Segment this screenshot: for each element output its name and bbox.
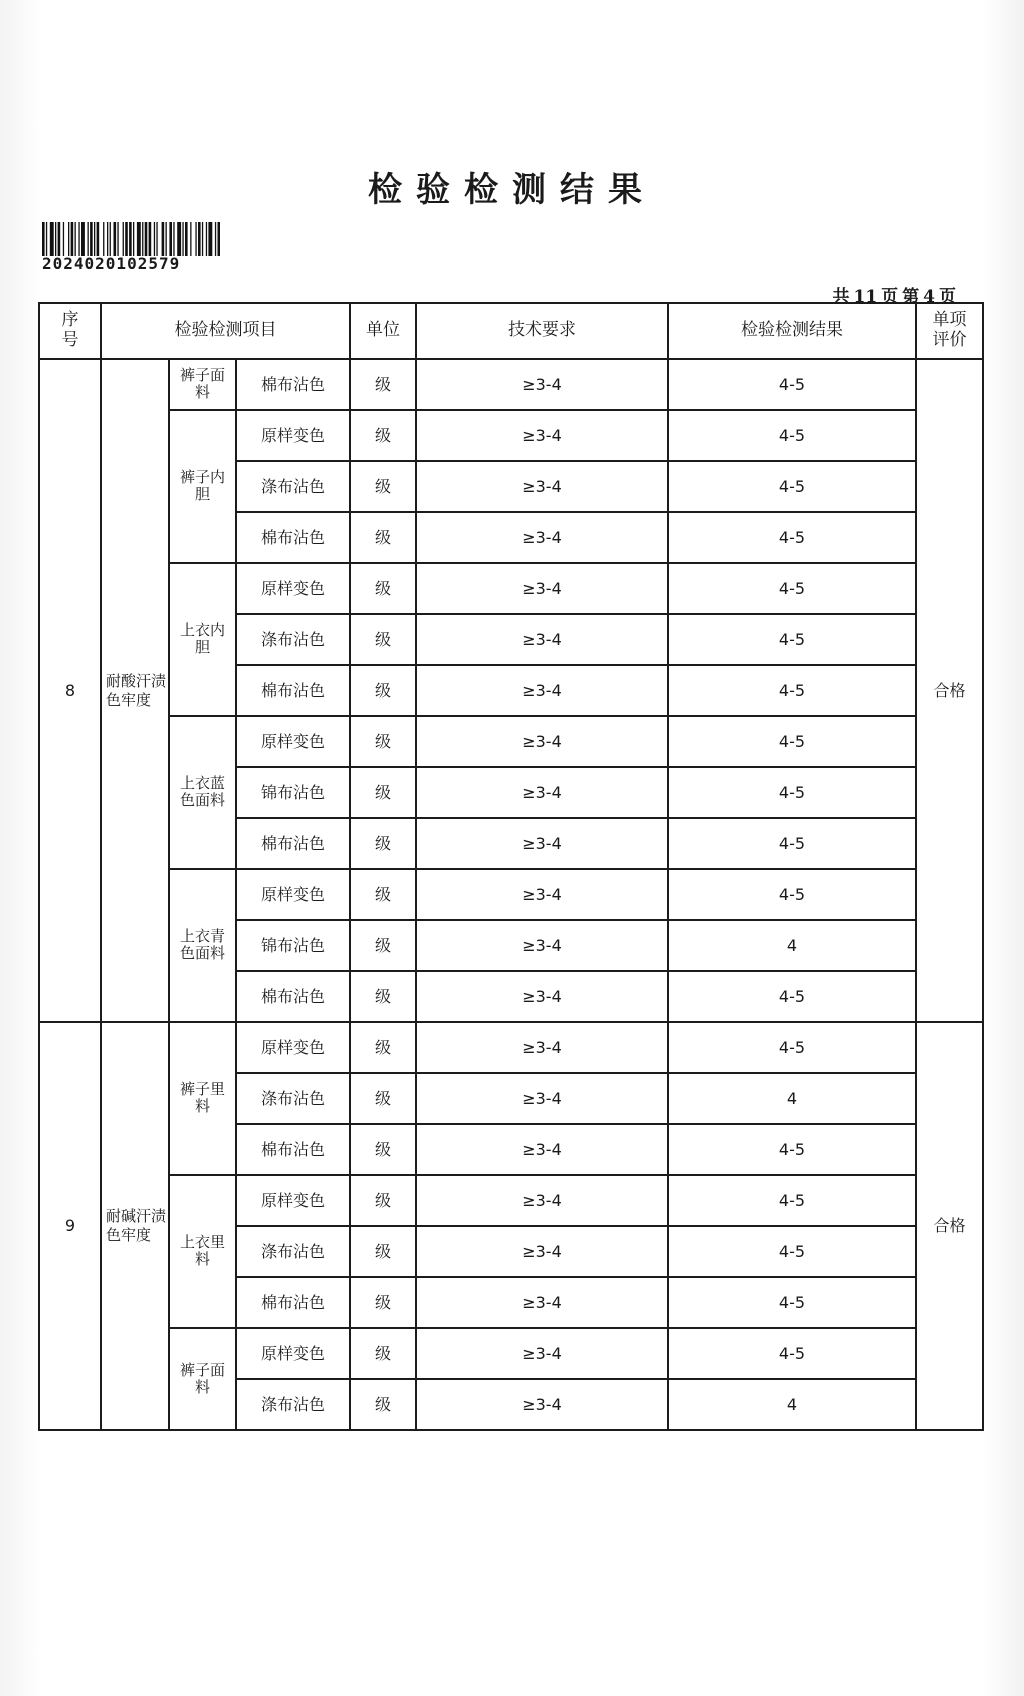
requirement-cell: ≥3-4 bbox=[416, 971, 668, 1022]
header-seq bbox=[39, 303, 101, 359]
barcode-bar bbox=[142, 222, 143, 256]
part-cell-text: 上衣蓝色面料 bbox=[179, 774, 225, 810]
seq-cell: 8 bbox=[39, 359, 101, 1022]
barcode-bar bbox=[198, 222, 201, 256]
requirement-cell: ≥3-4 bbox=[416, 920, 668, 971]
requirement-cell: ≥3-4 bbox=[416, 818, 668, 869]
barcode-bar bbox=[58, 222, 61, 256]
result-cell: 4-5 bbox=[668, 1277, 916, 1328]
barcode-bar bbox=[190, 222, 191, 256]
part-cell bbox=[169, 359, 236, 410]
item-cell: 原样变色 bbox=[236, 410, 350, 461]
item-cell: 涤布沾色 bbox=[236, 1073, 350, 1124]
part-cell-text: 上衣里料 bbox=[179, 1233, 225, 1269]
result-cell: 4-5 bbox=[668, 359, 916, 410]
table-row bbox=[39, 410, 983, 461]
header-evaluation-text: 单项评价 bbox=[932, 310, 967, 350]
requirement-cell: ≥3-4 bbox=[416, 716, 668, 767]
barcode-bar bbox=[177, 222, 181, 256]
barcode-bar bbox=[123, 222, 124, 256]
result-cell: 4-5 bbox=[668, 512, 916, 563]
result-cell: 4-5 bbox=[668, 1124, 916, 1175]
unit-cell: 级 bbox=[350, 920, 416, 971]
requirement-cell: ≥3-4 bbox=[416, 461, 668, 512]
item-cell: 原样变色 bbox=[236, 1022, 350, 1073]
unit-cell: 级 bbox=[350, 818, 416, 869]
barcode-bar bbox=[145, 222, 148, 256]
barcode-bar bbox=[97, 222, 100, 256]
item-cell: 棉布沾色 bbox=[236, 359, 350, 410]
barcode-bar bbox=[185, 222, 188, 256]
item-cell: 棉布沾色 bbox=[236, 1124, 350, 1175]
item-cell: 原样变色 bbox=[236, 563, 350, 614]
barcode-bar bbox=[88, 222, 89, 256]
requirement-cell: ≥3-4 bbox=[416, 1328, 668, 1379]
item-cell: 涤布沾色 bbox=[236, 614, 350, 665]
part-cell bbox=[169, 869, 236, 1022]
item-cell: 原样变色 bbox=[236, 1328, 350, 1379]
unit-cell: 级 bbox=[350, 1328, 416, 1379]
result-cell: 4-5 bbox=[668, 1328, 916, 1379]
table-row bbox=[39, 1022, 983, 1073]
part-cell bbox=[169, 563, 236, 716]
barcode bbox=[42, 222, 220, 256]
result-cell: 4-5 bbox=[668, 461, 916, 512]
unit-cell: 级 bbox=[350, 1379, 416, 1430]
barcode-bar bbox=[195, 222, 196, 256]
requirement-cell: ≥3-4 bbox=[416, 1379, 668, 1430]
results-table bbox=[38, 302, 984, 1431]
barcode-bar bbox=[149, 222, 152, 256]
requirement-cell: ≥3-4 bbox=[416, 869, 668, 920]
header-unit: 单位 bbox=[350, 303, 416, 359]
barcode-bar bbox=[110, 222, 111, 256]
unit-cell: 级 bbox=[350, 1226, 416, 1277]
result-cell: 4 bbox=[668, 1073, 916, 1124]
barcode-bar bbox=[68, 222, 69, 256]
unit-cell: 级 bbox=[350, 1277, 416, 1328]
barcode-bar bbox=[154, 222, 155, 256]
result-cell: 4-5 bbox=[668, 665, 916, 716]
unit-cell: 级 bbox=[350, 1022, 416, 1073]
barcode-bar bbox=[173, 222, 174, 256]
header-evaluation bbox=[916, 303, 983, 359]
seq-cell: 9 bbox=[39, 1022, 101, 1430]
item-cell: 原样变色 bbox=[236, 1175, 350, 1226]
item-cell: 锦布沾色 bbox=[236, 920, 350, 971]
part-cell bbox=[169, 1175, 236, 1328]
category-cell: 耐碱汗渍色牢度 bbox=[101, 1022, 169, 1430]
unit-cell: 级 bbox=[350, 512, 416, 563]
part-cell-text: 裤子面料 bbox=[179, 1360, 225, 1396]
part-cell-text: 上衣青色面料 bbox=[179, 927, 225, 963]
result-cell: 4-5 bbox=[668, 716, 916, 767]
header-requirement: 技术要求 bbox=[416, 303, 668, 359]
barcode-bar bbox=[94, 222, 95, 256]
requirement-cell: ≥3-4 bbox=[416, 512, 668, 563]
requirement-cell: ≥3-4 bbox=[416, 410, 668, 461]
requirement-cell: ≥3-4 bbox=[416, 1277, 668, 1328]
requirement-cell: ≥3-4 bbox=[416, 1175, 668, 1226]
page-word-2: 页 bbox=[939, 287, 956, 307]
report-number: 2024020102579 bbox=[42, 254, 181, 273]
barcode-bar bbox=[182, 222, 183, 256]
barcode-bar bbox=[114, 222, 117, 256]
unit-cell: 级 bbox=[350, 563, 416, 614]
item-cell: 锦布沾色 bbox=[236, 767, 350, 818]
unit-cell: 级 bbox=[350, 971, 416, 1022]
item-cell: 涤布沾色 bbox=[236, 461, 350, 512]
page-total-prefix: 共 bbox=[832, 287, 850, 307]
table-row bbox=[39, 716, 983, 767]
result-cell: 4-5 bbox=[668, 767, 916, 818]
table-body bbox=[39, 359, 983, 1430]
barcode-bar bbox=[125, 222, 128, 256]
item-cell: 棉布沾色 bbox=[236, 1277, 350, 1328]
unit-cell: 级 bbox=[350, 1175, 416, 1226]
part-cell bbox=[169, 1328, 236, 1430]
header-seq-text: 序号 bbox=[61, 310, 79, 350]
unit-cell: 级 bbox=[350, 461, 416, 512]
evaluation-cell: 合格 bbox=[916, 359, 983, 1022]
requirement-cell: ≥3-4 bbox=[416, 767, 668, 818]
barcode-bar bbox=[75, 222, 76, 256]
evaluation-cell: 合格 bbox=[916, 1022, 983, 1430]
barcode-bar bbox=[206, 222, 207, 256]
barcode-bar bbox=[78, 222, 79, 256]
result-cell: 4-5 bbox=[668, 1022, 916, 1073]
requirement-cell: ≥3-4 bbox=[416, 1022, 668, 1073]
part-cell-text: 裤子面料 bbox=[179, 366, 225, 402]
part-cell-text: 裤子里料 bbox=[179, 1080, 225, 1116]
part-cell bbox=[169, 1022, 236, 1175]
result-cell: 4-5 bbox=[668, 563, 916, 614]
part-cell bbox=[169, 716, 236, 869]
requirement-cell: ≥3-4 bbox=[416, 665, 668, 716]
item-cell: 涤布沾色 bbox=[236, 1226, 350, 1277]
part-cell bbox=[169, 410, 236, 563]
part-cell-text: 裤子内胆 bbox=[179, 468, 225, 504]
barcode-bar bbox=[133, 222, 134, 256]
result-cell: 4 bbox=[668, 1379, 916, 1430]
result-cell: 4-5 bbox=[668, 869, 916, 920]
barcode-bar bbox=[63, 222, 64, 256]
result-cell: 4-5 bbox=[668, 1175, 916, 1226]
barcode-bar bbox=[55, 222, 56, 256]
category-cell: 耐酸汗渍色牢度 bbox=[101, 359, 169, 1022]
barcode-bar bbox=[81, 222, 85, 256]
requirement-cell: ≥3-4 bbox=[416, 1226, 668, 1277]
barcode-bar bbox=[90, 222, 93, 256]
item-cell: 原样变色 bbox=[236, 716, 350, 767]
unit-cell: 级 bbox=[350, 716, 416, 767]
requirement-cell: ≥3-4 bbox=[416, 359, 668, 410]
header-row bbox=[39, 303, 983, 359]
result-cell: 4 bbox=[668, 920, 916, 971]
item-cell: 棉布沾色 bbox=[236, 971, 350, 1022]
item-cell: 棉布沾色 bbox=[236, 512, 350, 563]
table-row bbox=[39, 869, 983, 920]
unit-cell: 级 bbox=[350, 1073, 416, 1124]
page-current-prefix: 第 bbox=[902, 287, 920, 307]
page-word: 页 bbox=[881, 287, 899, 307]
barcode-bar bbox=[166, 222, 167, 256]
requirement-cell: ≥3-4 bbox=[416, 1073, 668, 1124]
header-item: 检验检测项目 bbox=[101, 303, 350, 359]
requirement-cell: ≥3-4 bbox=[416, 563, 668, 614]
barcode-bar bbox=[117, 222, 118, 256]
unit-cell: 级 bbox=[350, 614, 416, 665]
result-cell: 4-5 bbox=[668, 971, 916, 1022]
barcode-bar bbox=[169, 222, 172, 256]
requirement-cell: ≥3-4 bbox=[416, 1124, 668, 1175]
barcode-bar bbox=[103, 222, 104, 256]
table-row bbox=[39, 1328, 983, 1379]
page-current: 4 bbox=[923, 287, 935, 307]
barcode-bar bbox=[137, 222, 141, 256]
item-cell: 原样变色 bbox=[236, 869, 350, 920]
barcode-bar bbox=[202, 222, 203, 256]
table-row bbox=[39, 359, 983, 410]
barcode-bar bbox=[107, 222, 108, 256]
unit-cell: 级 bbox=[350, 869, 416, 920]
barcode-bar bbox=[71, 222, 74, 256]
unit-cell: 级 bbox=[350, 359, 416, 410]
table-row bbox=[39, 1175, 983, 1226]
result-cell: 4-5 bbox=[668, 614, 916, 665]
barcode-bar bbox=[156, 222, 157, 256]
barcode-bar bbox=[215, 222, 216, 256]
barcode-bar bbox=[50, 222, 54, 256]
page-total: 11 bbox=[853, 287, 878, 307]
item-cell: 棉布沾色 bbox=[236, 665, 350, 716]
header-result: 检验检测结果 bbox=[668, 303, 916, 359]
item-cell: 涤布沾色 bbox=[236, 1379, 350, 1430]
result-cell: 4-5 bbox=[668, 818, 916, 869]
part-cell-text: 上衣内胆 bbox=[179, 621, 225, 657]
barcode-bar bbox=[46, 222, 47, 256]
requirement-cell: ≥3-4 bbox=[416, 614, 668, 665]
barcode-bar bbox=[129, 222, 132, 256]
unit-cell: 级 bbox=[350, 767, 416, 818]
document-title: 检验检测结果 bbox=[368, 170, 656, 210]
unit-cell: 级 bbox=[350, 1124, 416, 1175]
barcode-bar bbox=[42, 222, 45, 256]
table-row bbox=[39, 563, 983, 614]
unit-cell: 级 bbox=[350, 665, 416, 716]
barcode-bar bbox=[218, 222, 221, 256]
barcode-bar bbox=[162, 222, 165, 256]
item-cell: 棉布沾色 bbox=[236, 818, 350, 869]
result-cell: 4-5 bbox=[668, 410, 916, 461]
barcode-bar bbox=[208, 222, 212, 256]
unit-cell: 级 bbox=[350, 410, 416, 461]
result-cell: 4-5 bbox=[668, 1226, 916, 1277]
